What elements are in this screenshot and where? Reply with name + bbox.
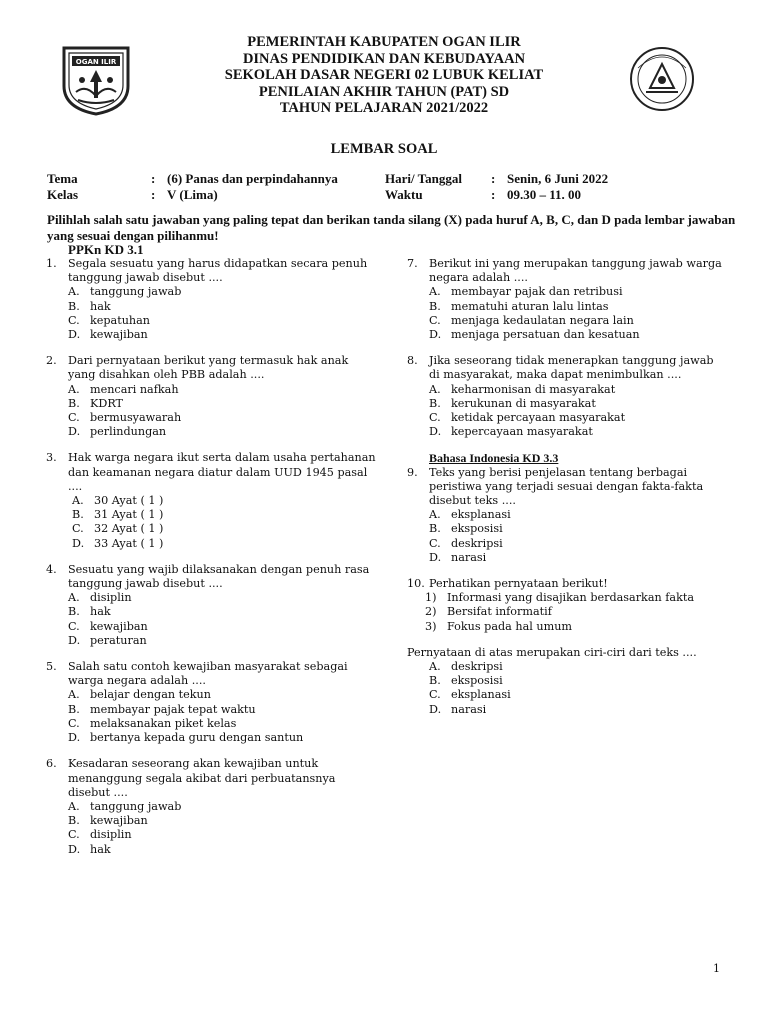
- question-number: 10.: [407, 577, 425, 591]
- option-text: eksposisi: [451, 522, 503, 536]
- question-number: 6.: [46, 757, 57, 771]
- option-letter: B.: [68, 396, 80, 410]
- option-text: deskripsi: [451, 536, 503, 550]
- option-letter: B.: [68, 702, 80, 716]
- colon: :: [491, 186, 496, 202]
- question-text: Salah satu contoh kewajiban masyarakat sebagai warga negara adalah ....: [68, 660, 348, 688]
- question-5: [46, 660, 376, 745]
- statement-text: Informasi yang disajikan berdasarkan fakta: [447, 591, 695, 605]
- option-letter: C.: [68, 313, 80, 327]
- header-line: SEKOLAH DASAR NEGERI 02 LUBUK KELIAT: [224, 67, 544, 83]
- option-letter: D.: [68, 425, 81, 439]
- option-letter: B.: [429, 522, 441, 536]
- question-4: [46, 563, 376, 648]
- option-text: belajar dengan tekun: [90, 688, 211, 702]
- question-3: [46, 451, 376, 550]
- question-text: Perhatikan pernyataan berikut!: [429, 577, 608, 591]
- hari-label: Hari/ Tanggal: [385, 171, 462, 186]
- question-number: 3.: [46, 451, 57, 465]
- option-text: peraturan: [90, 633, 147, 647]
- option-text: bertanya kepada guru dengan santun: [90, 731, 304, 745]
- colon: :: [491, 171, 496, 186]
- option-text: kewajiban: [90, 814, 148, 828]
- kelas-label: Kelas: [47, 186, 79, 202]
- school-header: [0, 34, 768, 117]
- page-title: LEMBAR SOAL: [330, 141, 438, 157]
- section-heading-ppkn: PPKn KD 3.1: [68, 242, 144, 257]
- waktu-value: 09.30 – 11. 00: [507, 186, 582, 202]
- instruction: Pilihlah salah satu jawaban yang paling tepat dan berikan tanda silang (X) pada huruf A, B, C, dan D pada lembar jawaban yang sesuai dengan pilihanmu!: [47, 212, 736, 243]
- question-number: 9.: [407, 465, 418, 479]
- option-letter: A.: [429, 285, 441, 299]
- question-7: [407, 257, 727, 342]
- colon: :: [151, 186, 156, 202]
- hari-value: Senin, 6 Juni 2022: [507, 171, 609, 186]
- option-text: eksplanasi: [451, 508, 511, 522]
- question-number: 2.: [46, 354, 57, 368]
- header-line: DINAS PENDIDIKAN DAN KEBUDAYAAN: [242, 50, 526, 67]
- option-letter: D.: [429, 328, 442, 342]
- option-text: disiplin: [90, 591, 132, 605]
- option-letter: D.: [429, 425, 442, 439]
- option-letter: A.: [68, 688, 80, 702]
- option-text: menjaga persatuan dan kesatuan: [451, 328, 640, 342]
- option-text: membayar pajak dan retribusi: [451, 285, 623, 299]
- option-text: kepatuhan: [90, 313, 151, 327]
- question-number: 5.: [46, 660, 57, 674]
- question-2: [46, 354, 376, 439]
- left-column: [46, 257, 376, 869]
- question-number: 1.: [46, 257, 57, 270]
- question-text: Sesuatu yang wajib dilaksanakan dengan penuh rasa tanggung jawab disebut ....: [68, 562, 370, 591]
- option-letter: C.: [429, 536, 441, 550]
- tema-label: Tema: [47, 171, 78, 186]
- option-text: kerukunan di masyarakat: [451, 396, 596, 410]
- option-letter: B.: [68, 299, 80, 313]
- option-text: kepercayaan masyarakat: [451, 425, 593, 439]
- question-number: 7.: [407, 257, 418, 270]
- waktu-label: Waktu: [385, 186, 423, 202]
- question-text: Berikut ini yang merupakan tanggung jawab warga negara adalah ....: [429, 257, 722, 285]
- option-text: 31 Ayat ( 1 ): [94, 508, 164, 522]
- option-letter: A.: [72, 494, 84, 508]
- option-letter: D.: [429, 702, 442, 716]
- option-letter: A.: [68, 591, 80, 605]
- option-letter: B.: [68, 605, 80, 619]
- option-letter: C.: [429, 313, 441, 327]
- option-text: membayar pajak tepat waktu: [90, 702, 256, 716]
- option-text: perlindungan: [90, 425, 167, 439]
- question-9: [407, 466, 727, 565]
- option-letter: D.: [68, 328, 81, 342]
- option-letter: A.: [429, 382, 441, 396]
- option-letter: C.: [429, 688, 441, 702]
- header-line: PENILAIAN AKHIR TAHUN (PAT) SD: [258, 83, 510, 100]
- option-letter: B.: [429, 299, 441, 313]
- option-letter: B.: [429, 396, 441, 410]
- option-text: bermusyawarah: [90, 411, 182, 425]
- question-text: Jika seseorang tidak menerapkan tanggung jawab di masyarakat, maka dapat menimbulkan ....: [429, 354, 714, 382]
- option-letter: B.: [429, 674, 441, 688]
- option-letter: D.: [72, 536, 85, 550]
- option-letter: A.: [429, 660, 441, 674]
- option-letter: B.: [68, 814, 80, 828]
- option-letter: D.: [68, 633, 81, 647]
- svg-text:OGAN ILIR: OGAN ILIR: [75, 58, 117, 66]
- option-text: hak: [90, 605, 111, 619]
- colon: :: [151, 171, 156, 186]
- option-letter: A.: [68, 285, 80, 299]
- page-number: 1: [713, 962, 720, 975]
- option-text: 33 Ayat ( 1 ): [94, 536, 164, 550]
- statement-text: Fokus pada hal umum: [447, 619, 573, 633]
- option-text: ketidak percayaan masyarakat: [451, 411, 626, 425]
- option-letter: C.: [72, 522, 84, 536]
- option-letter: B.: [72, 508, 84, 522]
- option-text: deskripsi: [451, 660, 503, 674]
- option-text: mematuhi aturan lalu lintas: [451, 299, 609, 313]
- option-text: mencari nafkah: [90, 382, 179, 396]
- option-text: kewajiban: [90, 328, 148, 342]
- question-10: [407, 577, 727, 717]
- option-text: tanggung jawab: [90, 285, 182, 299]
- header-line: PEMERINTAH KABUPATEN OGAN ILIR: [247, 34, 521, 50]
- right-column: [407, 257, 727, 729]
- question-number: 4.: [46, 562, 57, 576]
- question-1: [46, 257, 376, 342]
- statement-number: 1): [425, 591, 437, 605]
- option-letter: C.: [68, 828, 80, 842]
- option-text: melaksanakan piket kelas: [90, 716, 237, 730]
- option-letter: A.: [429, 508, 441, 522]
- option-text: eksplanasi: [451, 688, 511, 702]
- option-letter: C.: [68, 411, 80, 425]
- option-letter: A.: [68, 799, 80, 813]
- question-text: Dari pernyataan berikut yang termasuk hak anak yang disahkan oleh PBB adalah ....: [68, 354, 349, 382]
- option-letter: C.: [68, 619, 80, 633]
- question-number: 8.: [407, 354, 418, 368]
- option-text: keharmonisan di masyarakat: [451, 382, 616, 396]
- question-8: [407, 354, 727, 439]
- option-letter: C.: [68, 716, 80, 730]
- option-text: KDRT: [90, 396, 124, 410]
- kelas-value: V (Lima): [167, 186, 218, 202]
- option-text: hak: [90, 299, 111, 313]
- header-line: TAHUN PELAJARAN 2021/2022: [279, 100, 489, 116]
- option-text: hak: [90, 842, 111, 856]
- option-letter: D.: [68, 842, 81, 856]
- option-text: narasi: [451, 550, 487, 564]
- option-text: eksposisi: [451, 674, 503, 688]
- option-text: tanggung jawab: [90, 799, 182, 813]
- option-text: 32 Ayat ( 1 ): [94, 522, 164, 536]
- question-6: [46, 757, 376, 856]
- option-text: kewajiban: [90, 619, 148, 633]
- option-text: 30 Ayat ( 1 ): [94, 494, 164, 508]
- option-letter: D.: [429, 550, 442, 564]
- statement-number: 2): [425, 605, 437, 619]
- statement-text: Bersifat informatif: [447, 605, 552, 619]
- option-text: menjaga kedaulatan negara lain: [451, 313, 634, 327]
- option-text: narasi: [451, 702, 487, 716]
- option-letter: A.: [68, 382, 80, 396]
- exam-meta: [47, 171, 608, 202]
- section-heading-bahasa-indonesia: Bahasa Indonesia KD 3.3: [429, 451, 559, 466]
- question-text: Kesadaran seseorang akan kewajiban untuk menanggung segala akibat dari perbuatansnya disebut ....: [68, 757, 336, 799]
- question-text: Hak warga negara ikut serta dalam usaha pertahanan dan keamanan negara diatur dalam UUD 1945 pasal ....: [68, 451, 376, 493]
- statement-number: 3): [425, 619, 437, 633]
- question-text: Pernyataan di atas merupakan ciri-ciri dari teks ....: [407, 645, 697, 659]
- tema-value: (6) Panas dan perpindahannya: [167, 171, 338, 186]
- option-text: disiplin: [90, 828, 132, 842]
- question-text: Segala sesuatu yang harus didapatkan secara penuh tanggung jawab disebut ....: [68, 257, 368, 285]
- option-letter: D.: [68, 731, 81, 745]
- option-letter: C.: [429, 411, 441, 425]
- question-text: Teks yang berisi penjelasan tentang berbagai peristiwa yang terjadi sesuai dengan fakta-fakta disebut teks ....: [429, 465, 704, 508]
